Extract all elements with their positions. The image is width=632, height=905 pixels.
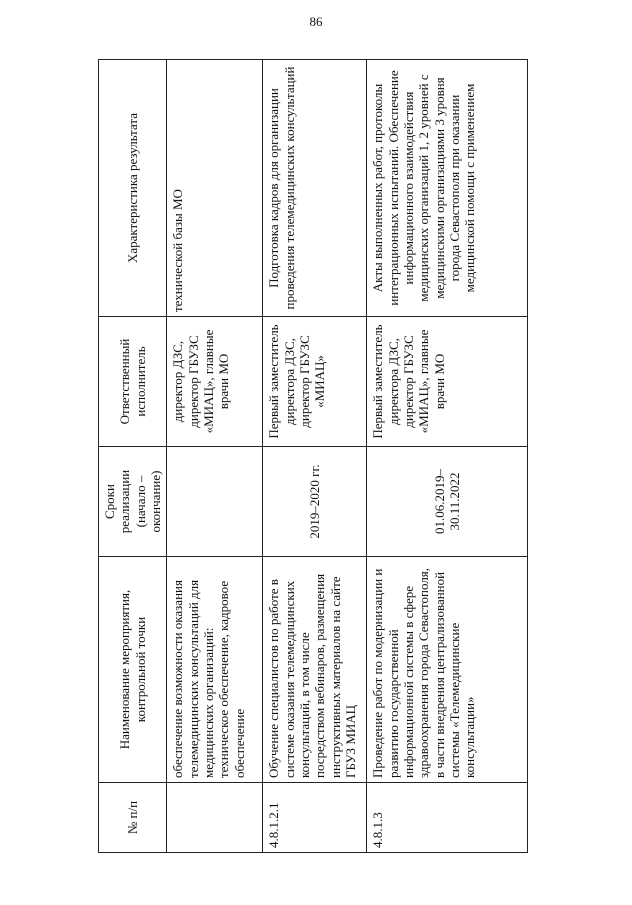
row-name: Обучение специалистов по работе в системе оказания телемедицинских консультаций, в том числе посредством вебинаров, размещения инструктивных материалов на сайте ГБУЗ МИАЦ bbox=[263, 557, 367, 783]
row-dates: 2019–2020 гг. bbox=[263, 447, 367, 557]
row-responsible: директор ДЗС, директор ГБУЗС «МИАЦ», главные врачи МО bbox=[167, 317, 263, 447]
row-dates bbox=[167, 447, 263, 557]
row-result: Акты выполненных работ, протоколы интеграционных испытаний. Обеспечение информационного взаимодействия медицинских организаций 1, 2 уровней с медицинскими организациями 3 уровня города Севастополя при оказании медицинской помощи с применением bbox=[367, 60, 528, 317]
table-row bbox=[167, 60, 263, 853]
table-row bbox=[263, 60, 367, 853]
row-num bbox=[167, 783, 263, 853]
rotated-table-wrapper bbox=[98, 60, 528, 853]
header-name: Наименование мероприятия, контрольной точки bbox=[99, 557, 167, 783]
header-dates: Сроки реализации (начало – окончание) bbox=[99, 447, 167, 557]
row-name: Проведение работ по модернизации и развитию государственной информационной системы в сфере здравоохранения города Севастополя, в части внедрения централизованной системы «Телемедицинские консультации» bbox=[367, 557, 528, 783]
row-responsible: Первый заместитель директора ДЗС, директор ГБУЗС «МИАЦ» bbox=[263, 317, 367, 447]
table-row bbox=[367, 60, 528, 853]
header-responsible: Ответственный исполнитель bbox=[99, 317, 167, 447]
row-num: 4.8.1.3 bbox=[367, 783, 528, 853]
row-num: 4.8.1.2.1 bbox=[263, 783, 367, 853]
header-result: Характеристика результата bbox=[99, 60, 167, 317]
row-responsible: Первый заместитель директора ДЗС, директор ГБУЗС «МИАЦ», главные врачи МО bbox=[367, 317, 528, 447]
header-num: № п/п bbox=[99, 783, 167, 853]
row-result: Подготовка кадров для организации проведения телемедицинских консультаций bbox=[263, 60, 367, 317]
table-header-row bbox=[99, 60, 167, 853]
row-dates: 01.06.2019– 30.11.2022 bbox=[367, 447, 528, 557]
row-result: технической базы МО bbox=[167, 60, 263, 317]
row-name: обеспечение возможности оказания телемедицинских консультаций для медицинских организаций: техническое обеспечение, кадровое обеспечение bbox=[167, 557, 263, 783]
page-number: 86 bbox=[309, 14, 323, 29]
plan-table bbox=[98, 59, 528, 853]
